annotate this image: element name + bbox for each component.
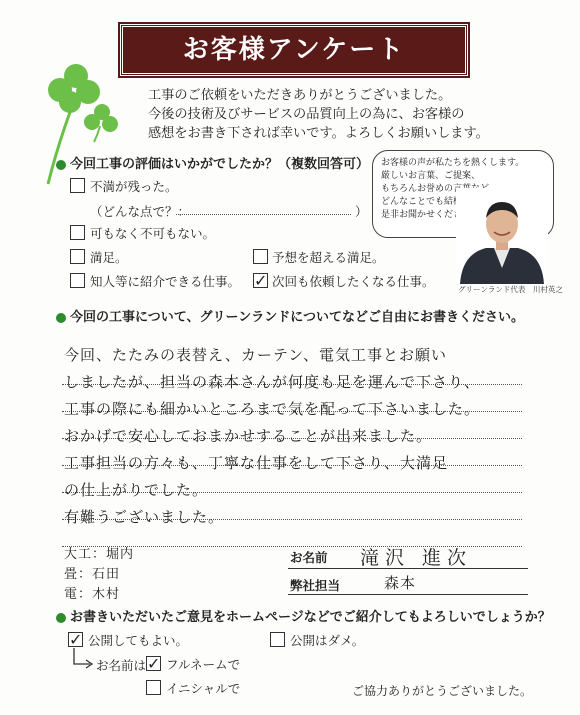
comment-line: おかげで安心しておまかせすることが出来ました。 bbox=[64, 427, 433, 445]
photo-caption: グリーンランド代表 川村英之 bbox=[458, 285, 563, 294]
fullname-checkbox[interactable] bbox=[146, 656, 161, 671]
neutral-label: 可もなく不可もない。 bbox=[90, 226, 216, 241]
recommend-label: 知人等に紹介できる仕事。 bbox=[90, 274, 241, 289]
intro-text bbox=[148, 86, 489, 143]
checkmark-icon: ✓ bbox=[69, 630, 83, 649]
intro-line: 今後の技術及びサービスの品質向上の為に、お客様の bbox=[148, 107, 465, 122]
bullet-icon bbox=[56, 313, 66, 323]
satisfied-checkbox[interactable] bbox=[70, 249, 85, 264]
beyond-checkbox[interactable] bbox=[253, 249, 268, 264]
intro-line: 工事のご依頼をいただきありがとうございました。 bbox=[148, 88, 452, 103]
publish-ok-checkbox[interactable] bbox=[68, 632, 83, 647]
beyond-label: 予想を超える満足。 bbox=[272, 250, 385, 265]
bubble-line: もちろんお誉めの言葉など bbox=[381, 184, 490, 194]
customer-name-label: お名前 bbox=[290, 550, 328, 565]
comment-line: 有難うございました。 bbox=[64, 508, 225, 526]
clover-decoration bbox=[28, 54, 128, 194]
q3-heading bbox=[56, 606, 551, 625]
which-point-label: （どんな点で？： bbox=[90, 204, 191, 219]
comment-line: しましたが、担当の森本さんが何度も足を運んで下さり、 bbox=[64, 373, 481, 391]
thanks-text: ご協力ありがとうございました。 bbox=[352, 684, 533, 698]
initial-checkbox[interactable] bbox=[146, 680, 161, 695]
staff-note: 畳：石田 bbox=[64, 567, 121, 582]
staff-line[interactable] bbox=[288, 594, 528, 595]
which-point-line[interactable] bbox=[176, 214, 351, 215]
comment-line: 今回、たたみの表替え、カーテン、電気工事とお願い bbox=[64, 346, 447, 364]
q1-heading bbox=[56, 153, 369, 172]
dissatisfied-checkbox[interactable] bbox=[70, 178, 85, 193]
bubble-line: 是非お聞かせください。 bbox=[381, 210, 481, 220]
fullname-label: フルネームで bbox=[166, 657, 241, 672]
staff-label: 弊社担当 bbox=[290, 578, 341, 593]
checkmark-icon: ✓ bbox=[147, 654, 161, 673]
bubble-line: 厳しいお言葉、ご提案、 bbox=[381, 171, 481, 181]
paren-close: ） bbox=[355, 204, 368, 219]
bullet-icon bbox=[56, 613, 66, 623]
q3-heading-text: お書きいただいたご意見をホームページなどでご紹介してもよろしいでしょうか？ bbox=[70, 610, 551, 625]
q1-heading-text: 今回工事の評価はいかがでしたか？（複数回答可） bbox=[70, 157, 370, 172]
checkmark-icon: ✓ bbox=[254, 271, 268, 290]
page-title: お客様アンケート bbox=[120, 24, 468, 76]
q2-heading bbox=[56, 306, 524, 325]
comment-line: の仕上がりでした。 bbox=[64, 481, 209, 499]
staff-note: 電：木村 bbox=[64, 587, 121, 602]
bullet-icon bbox=[56, 160, 66, 170]
branch-arrow-icon bbox=[70, 648, 96, 670]
initial-label: イニシャルで bbox=[166, 681, 241, 696]
name-format-label: お名前は bbox=[96, 658, 147, 673]
bubble-line: どんなことでも結構です。 bbox=[381, 197, 489, 207]
q2-heading-text: 今回の工事について、グリーンランドについてなどご自由にお書きください。 bbox=[70, 310, 524, 325]
satisfied-label: 満足。 bbox=[90, 250, 128, 265]
intro-line: 感想をお書き下されば幸いです。よろしくお願いします。 bbox=[148, 126, 489, 141]
again-label: 次回も依頼したくなる仕事。 bbox=[272, 274, 435, 289]
publish-ok-label: 公開してもよい。 bbox=[88, 633, 189, 648]
dissatisfied-label: 不満が残った。 bbox=[90, 179, 178, 194]
again-checkbox[interactable] bbox=[253, 273, 268, 288]
staff-value: 森本 bbox=[384, 574, 417, 592]
recommend-checkbox[interactable] bbox=[70, 273, 85, 288]
bubble-line: お客様の声が私たちを熱くします。 bbox=[381, 158, 525, 168]
customer-name-line[interactable] bbox=[288, 568, 528, 569]
neutral-checkbox[interactable] bbox=[70, 225, 85, 240]
publish-ng-checkbox[interactable] bbox=[270, 632, 285, 647]
president-photo bbox=[456, 188, 548, 284]
publish-ng-label: 公開はダメ。 bbox=[290, 633, 365, 648]
comment-line: 工事担当の方々も、丁寧な仕事をして下さり、大満足 bbox=[64, 454, 449, 472]
comment-line: 工事の際にも細かいところまで気を配って下さいました。 bbox=[64, 400, 481, 418]
customer-name-value: 滝沢 進次 bbox=[360, 547, 473, 569]
staff-note: 大工：堀内 bbox=[64, 547, 135, 562]
